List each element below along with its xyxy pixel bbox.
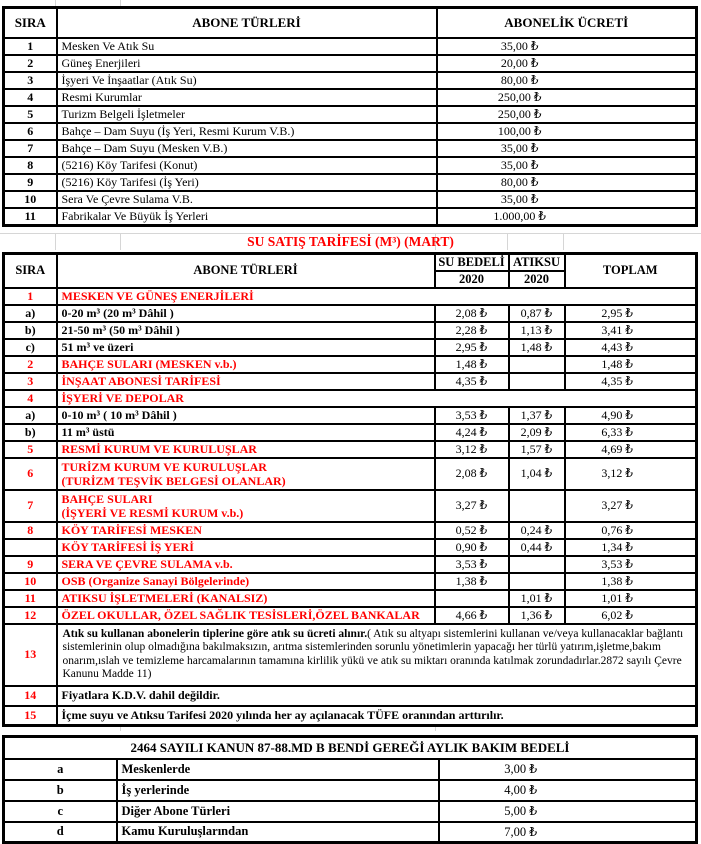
- abone-cell: BAHÇE SULARI (İŞYERİ VE RESMİ KURUM v.b.): [57, 490, 435, 522]
- sira-cell: 8: [4, 522, 57, 539]
- abone-cell: OSB (Organize Sanayi Bölgelerinde): [57, 573, 435, 590]
- atiksu-cell: 1,57 ₺: [509, 441, 565, 458]
- abone-cell: İNŞAAT ABONESİ TARİFESİ: [57, 373, 435, 390]
- sira-cell: 6: [4, 458, 57, 490]
- abone-cell: RESMİ KURUM VE KURULUŞLAR: [57, 441, 435, 458]
- sira-cell: 5: [4, 441, 57, 458]
- sira-cell: 6: [4, 123, 57, 140]
- abone-cell: TURİZM KURUM VE KURULUŞLAR (TURİZM TEŞVİK BELGESİ OLANLAR): [57, 458, 435, 490]
- su-bedeli-cell: 1,38 ₺: [435, 573, 509, 590]
- table-row: [4, 556, 697, 573]
- table-row: [4, 373, 697, 390]
- table-row: [4, 522, 697, 539]
- su-bedeli-cell: 3,53 ₺: [435, 556, 509, 573]
- sira-cell: 10: [4, 573, 57, 590]
- su-bedeli-cell: 1,48 ₺: [435, 356, 509, 373]
- header-su-bedeli: SU BEDELİ: [435, 253, 509, 271]
- water-sales-tariff-table: [2, 252, 698, 728]
- su-bedeli-cell: 3,27 ₺: [435, 490, 509, 522]
- table-row: [4, 157, 697, 174]
- toplam-cell: 1,38 ₺: [565, 573, 697, 590]
- sira-cell: a: [4, 759, 117, 780]
- table-row: [4, 407, 697, 424]
- sira-cell: c): [4, 339, 57, 356]
- atiksu-cell: 0,44 ₺: [509, 539, 565, 556]
- table-row: [4, 573, 697, 590]
- sira-cell: 12: [4, 607, 57, 624]
- fee-cell: 250,00 ₺: [437, 106, 697, 123]
- abone-cell: Diğer Abone Türleri: [117, 801, 439, 822]
- fee-cell: 35,00 ₺: [437, 38, 697, 55]
- sira-cell: [4, 539, 57, 556]
- table-row: [4, 607, 697, 624]
- toplam-cell: 3,12 ₺: [565, 458, 697, 490]
- header-abone-turleri: ABONE TÜRLERİ: [57, 8, 437, 38]
- sira-cell: 2: [4, 356, 57, 373]
- sira-cell: a): [4, 305, 57, 322]
- table-row: [4, 106, 697, 123]
- note-cell: İçme suyu ve Atıksu Tarifesi 2020 yılında her ay açılanacak TÜFE oranından arttırılır.: [57, 706, 697, 726]
- fee-cell: 1.000,00 ₺: [437, 208, 697, 226]
- abone-cell: SERA VE ÇEVRE SULAMA v.b.: [57, 556, 435, 573]
- fee-cell: 250,00 ₺: [437, 89, 697, 106]
- header-su-year: 2020: [435, 271, 509, 288]
- table-row: [4, 390, 697, 407]
- fee-cell: 35,00 ₺: [437, 140, 697, 157]
- atiksu-cell: [509, 373, 565, 390]
- abone-cell: 0-10 m³ ( 10 m³ Dâhil ): [57, 407, 435, 424]
- atiksu-cell: 1,36 ₺: [509, 607, 565, 624]
- abone-cell: Güneş Enerjileri: [57, 55, 437, 72]
- table-row: [4, 305, 697, 322]
- header-atiksu-year: 2020: [509, 271, 565, 288]
- fee-cell: 4,00 ₺: [439, 780, 697, 801]
- sira-cell: 9: [4, 174, 57, 191]
- abone-cell: ATIKSU İŞLETMELERİ (KANALSIZ): [57, 590, 435, 607]
- abone-cell: 0-20 m³ (20 m³ Dâhil ): [57, 305, 435, 322]
- table-row: [4, 72, 697, 89]
- atiksu-cell: 1,13 ₺: [509, 322, 565, 339]
- table-row: [4, 339, 697, 356]
- table-row: [4, 191, 697, 208]
- sira-cell: b): [4, 322, 57, 339]
- atiksu-cell: 1,48 ₺: [509, 339, 565, 356]
- atiksu-cell: 0,24 ₺: [509, 522, 565, 539]
- maintenance-fee-table: [2, 735, 698, 844]
- sira-cell: 11: [4, 208, 57, 226]
- fee-cell: 20,00 ₺: [437, 55, 697, 72]
- sira-cell: 4: [4, 390, 57, 407]
- abone-cell: Turizm Belgeli İşletmeler: [57, 106, 437, 123]
- fee-cell: 80,00 ₺: [437, 174, 697, 191]
- abone-cell: MESKEN VE GÜNEŞ ENERJİLERİ: [57, 288, 697, 305]
- toplam-cell: 4,35 ₺: [565, 373, 697, 390]
- abone-cell: KÖY TARİFESİ MESKEN: [57, 522, 435, 539]
- table-row: [4, 441, 697, 458]
- table-row: [4, 539, 697, 556]
- fee-cell: 5,00 ₺: [439, 801, 697, 822]
- table-row: [4, 38, 697, 55]
- sira-cell: 15: [4, 706, 57, 726]
- abone-cell: İşyeri Ve İnşaatlar (Atık Su): [57, 72, 437, 89]
- toplam-cell: 4,90 ₺: [565, 407, 697, 424]
- table-row: [4, 624, 697, 686]
- table-row: [4, 123, 697, 140]
- sira-cell: 8: [4, 157, 57, 174]
- atiksu-cell: [509, 573, 565, 590]
- atiksu-cell: 2,09 ₺: [509, 424, 565, 441]
- fee-cell: 7,00 ₺: [439, 822, 697, 843]
- atiksu-cell: [509, 556, 565, 573]
- su-bedeli-cell: 0,52 ₺: [435, 522, 509, 539]
- header-sira: SIRA: [4, 8, 57, 38]
- sira-cell: c: [4, 801, 117, 822]
- sira-cell: 10: [4, 191, 57, 208]
- table-row: [4, 208, 697, 226]
- sira-cell: d: [4, 822, 117, 843]
- table-row: [4, 822, 697, 843]
- su-bedeli-cell: 2,95 ₺: [435, 339, 509, 356]
- toplam-cell: 1,34 ₺: [565, 539, 697, 556]
- note-cell: Fiyatlara K.D.V. dahil değildir.: [57, 686, 697, 706]
- sira-cell: 4: [4, 89, 57, 106]
- su-bedeli-cell: 4,24 ₺: [435, 424, 509, 441]
- table-row: [4, 322, 697, 339]
- header-abonelik-ucreti: ABONELİK ÜCRETİ: [437, 8, 697, 38]
- table-row: [4, 140, 697, 157]
- sira-cell: 14: [4, 686, 57, 706]
- table-row: [4, 706, 697, 726]
- table-row: [4, 288, 697, 305]
- abone-cell: İş yerlerinde: [117, 780, 439, 801]
- abone-cell: ÖZEL OKULLAR, ÖZEL SAĞLIK TESİSLERİ,ÖZEL BANKALAR: [57, 607, 435, 624]
- abone-cell: Sera Ve Çevre Sulama V.B.: [57, 191, 437, 208]
- toplam-cell: 0,76 ₺: [565, 522, 697, 539]
- abone-cell: 11 m³ üstü: [57, 424, 435, 441]
- atiksu-cell: [509, 356, 565, 373]
- fee-cell: 100,00 ₺: [437, 123, 697, 140]
- su-bedeli-cell: 4,35 ₺: [435, 373, 509, 390]
- water-sales-tariff-title: SU SATIŞ TARİFESİ (M³) (MART): [247, 233, 454, 249]
- header-sira: SIRA: [4, 253, 57, 288]
- atiksu-cell: 0,87 ₺: [509, 305, 565, 322]
- subscription-fee-table: [2, 6, 698, 227]
- sira-cell: 13: [4, 624, 57, 686]
- atiksu-cell: 1,37 ₺: [509, 407, 565, 424]
- su-bedeli-cell: 4,66 ₺: [435, 607, 509, 624]
- abone-cell: Bahçe – Dam Suyu (Mesken V.B.): [57, 140, 437, 157]
- table-header-row: [4, 8, 697, 38]
- fee-cell: 35,00 ₺: [437, 157, 697, 174]
- abone-cell: 51 m³ ve üzeri: [57, 339, 435, 356]
- maintenance-fee-title: 2464 SAYILI KANUN 87-88.MD B BENDİ GEREĞİ AYLIK BAKIM BEDELİ: [4, 737, 697, 759]
- table-row: [4, 89, 697, 106]
- table-row: [4, 174, 697, 191]
- table-row: [4, 490, 697, 522]
- header-atiksu: ATIKSU: [509, 253, 565, 271]
- table-row: [4, 686, 697, 706]
- abone-cell: BAHÇE SULARI (MESKEN v.b.): [57, 356, 435, 373]
- table-row: [4, 458, 697, 490]
- abone-cell: Meskenlerde: [117, 759, 439, 780]
- toplam-cell: 3,53 ₺: [565, 556, 697, 573]
- su-bedeli-cell: 0,90 ₺: [435, 539, 509, 556]
- su-bedeli-cell: 3,12 ₺: [435, 441, 509, 458]
- sira-cell: 1: [4, 38, 57, 55]
- sira-cell: 1: [4, 288, 57, 305]
- abone-cell: KÖY TARİFESİ İŞ YERİ: [57, 539, 435, 556]
- toplam-cell: 1,01 ₺: [565, 590, 697, 607]
- toplam-cell: 6,33 ₺: [565, 424, 697, 441]
- abone-cell: Bahçe – Dam Suyu (İş Yeri, Resmi Kurum V.B.): [57, 123, 437, 140]
- sira-cell: 3: [4, 72, 57, 89]
- toplam-cell: 4,69 ₺: [565, 441, 697, 458]
- sira-cell: b: [4, 780, 117, 801]
- atiksu-cell: 1,01 ₺: [509, 590, 565, 607]
- sira-cell: 7: [4, 490, 57, 522]
- sira-cell: a): [4, 407, 57, 424]
- toplam-cell: 3,27 ₺: [565, 490, 697, 522]
- toplam-cell: 4,43 ₺: [565, 339, 697, 356]
- abone-cell: Resmi Kurumlar: [57, 89, 437, 106]
- toplam-cell: 6,02 ₺: [565, 607, 697, 624]
- su-bedeli-cell: 2,08 ₺: [435, 458, 509, 490]
- sira-cell: 2: [4, 55, 57, 72]
- atiksu-cell: 1,04 ₺: [509, 458, 565, 490]
- table-row: [4, 55, 697, 72]
- toplam-cell: 1,48 ₺: [565, 356, 697, 373]
- abone-cell: Kamu Kuruluşlarından: [117, 822, 439, 843]
- toplam-cell: 2,95 ₺: [565, 305, 697, 322]
- su-bedeli-cell: 2,08 ₺: [435, 305, 509, 322]
- su-bedeli-cell: 3,53 ₺: [435, 407, 509, 424]
- table-header-row: [4, 737, 697, 759]
- table-row: [4, 356, 697, 373]
- table-header-row: [4, 253, 697, 271]
- table-row: [4, 590, 697, 607]
- note-cell: Atık su kullanan abonelerin tiplerine göre atık su ücreti alınır.( Atık su altyapı sistemlerini kullanan ve/veya kullanacaklar bağlantı sistemlerinin olup olmadığına bakılmaksızın, arıtma sistemlerinden sorunlu yönetimlerin yapacağı her türlü yatırım,işletme,bakım onarım,ıslah ve temizleme harcamalarının tamamına kirlilik yükü ve atık su miktarı oranında katılmak zorundadırlar.2872 sayılı Çevre Kanunu Madde 11): [57, 624, 697, 686]
- sira-cell: 5: [4, 106, 57, 123]
- header-abone-turleri: ABONE TÜRLERİ: [57, 253, 435, 288]
- sira-cell: b): [4, 424, 57, 441]
- fee-cell: 35,00 ₺: [437, 191, 697, 208]
- su-bedeli-cell: [435, 590, 509, 607]
- su-bedeli-cell: 2,28 ₺: [435, 322, 509, 339]
- table-row: [4, 780, 697, 801]
- header-toplam: TOPLAM: [565, 253, 697, 288]
- abone-cell: 21-50 m³ (50 m³ Dâhil ): [57, 322, 435, 339]
- sira-cell: 7: [4, 140, 57, 157]
- sira-cell: 9: [4, 556, 57, 573]
- sira-cell: 3: [4, 373, 57, 390]
- abone-cell: (5216) Köy Tarifesi (İş Yeri): [57, 174, 437, 191]
- atiksu-cell: [509, 490, 565, 522]
- fee-cell: 80,00 ₺: [437, 72, 697, 89]
- table-row: [4, 424, 697, 441]
- table-row: [4, 759, 697, 780]
- fee-cell: 3,00 ₺: [439, 759, 697, 780]
- table-row: [4, 801, 697, 822]
- abone-cell: İŞYERİ VE DEPOLAR: [57, 390, 697, 407]
- sira-cell: 11: [4, 590, 57, 607]
- abone-cell: Fabrikalar Ve Büyük İş Yerleri: [57, 208, 437, 226]
- abone-cell: (5216) Köy Tarifesi (Konut): [57, 157, 437, 174]
- toplam-cell: 3,41 ₺: [565, 322, 697, 339]
- abone-cell: Mesken Ve Atık Su: [57, 38, 437, 55]
